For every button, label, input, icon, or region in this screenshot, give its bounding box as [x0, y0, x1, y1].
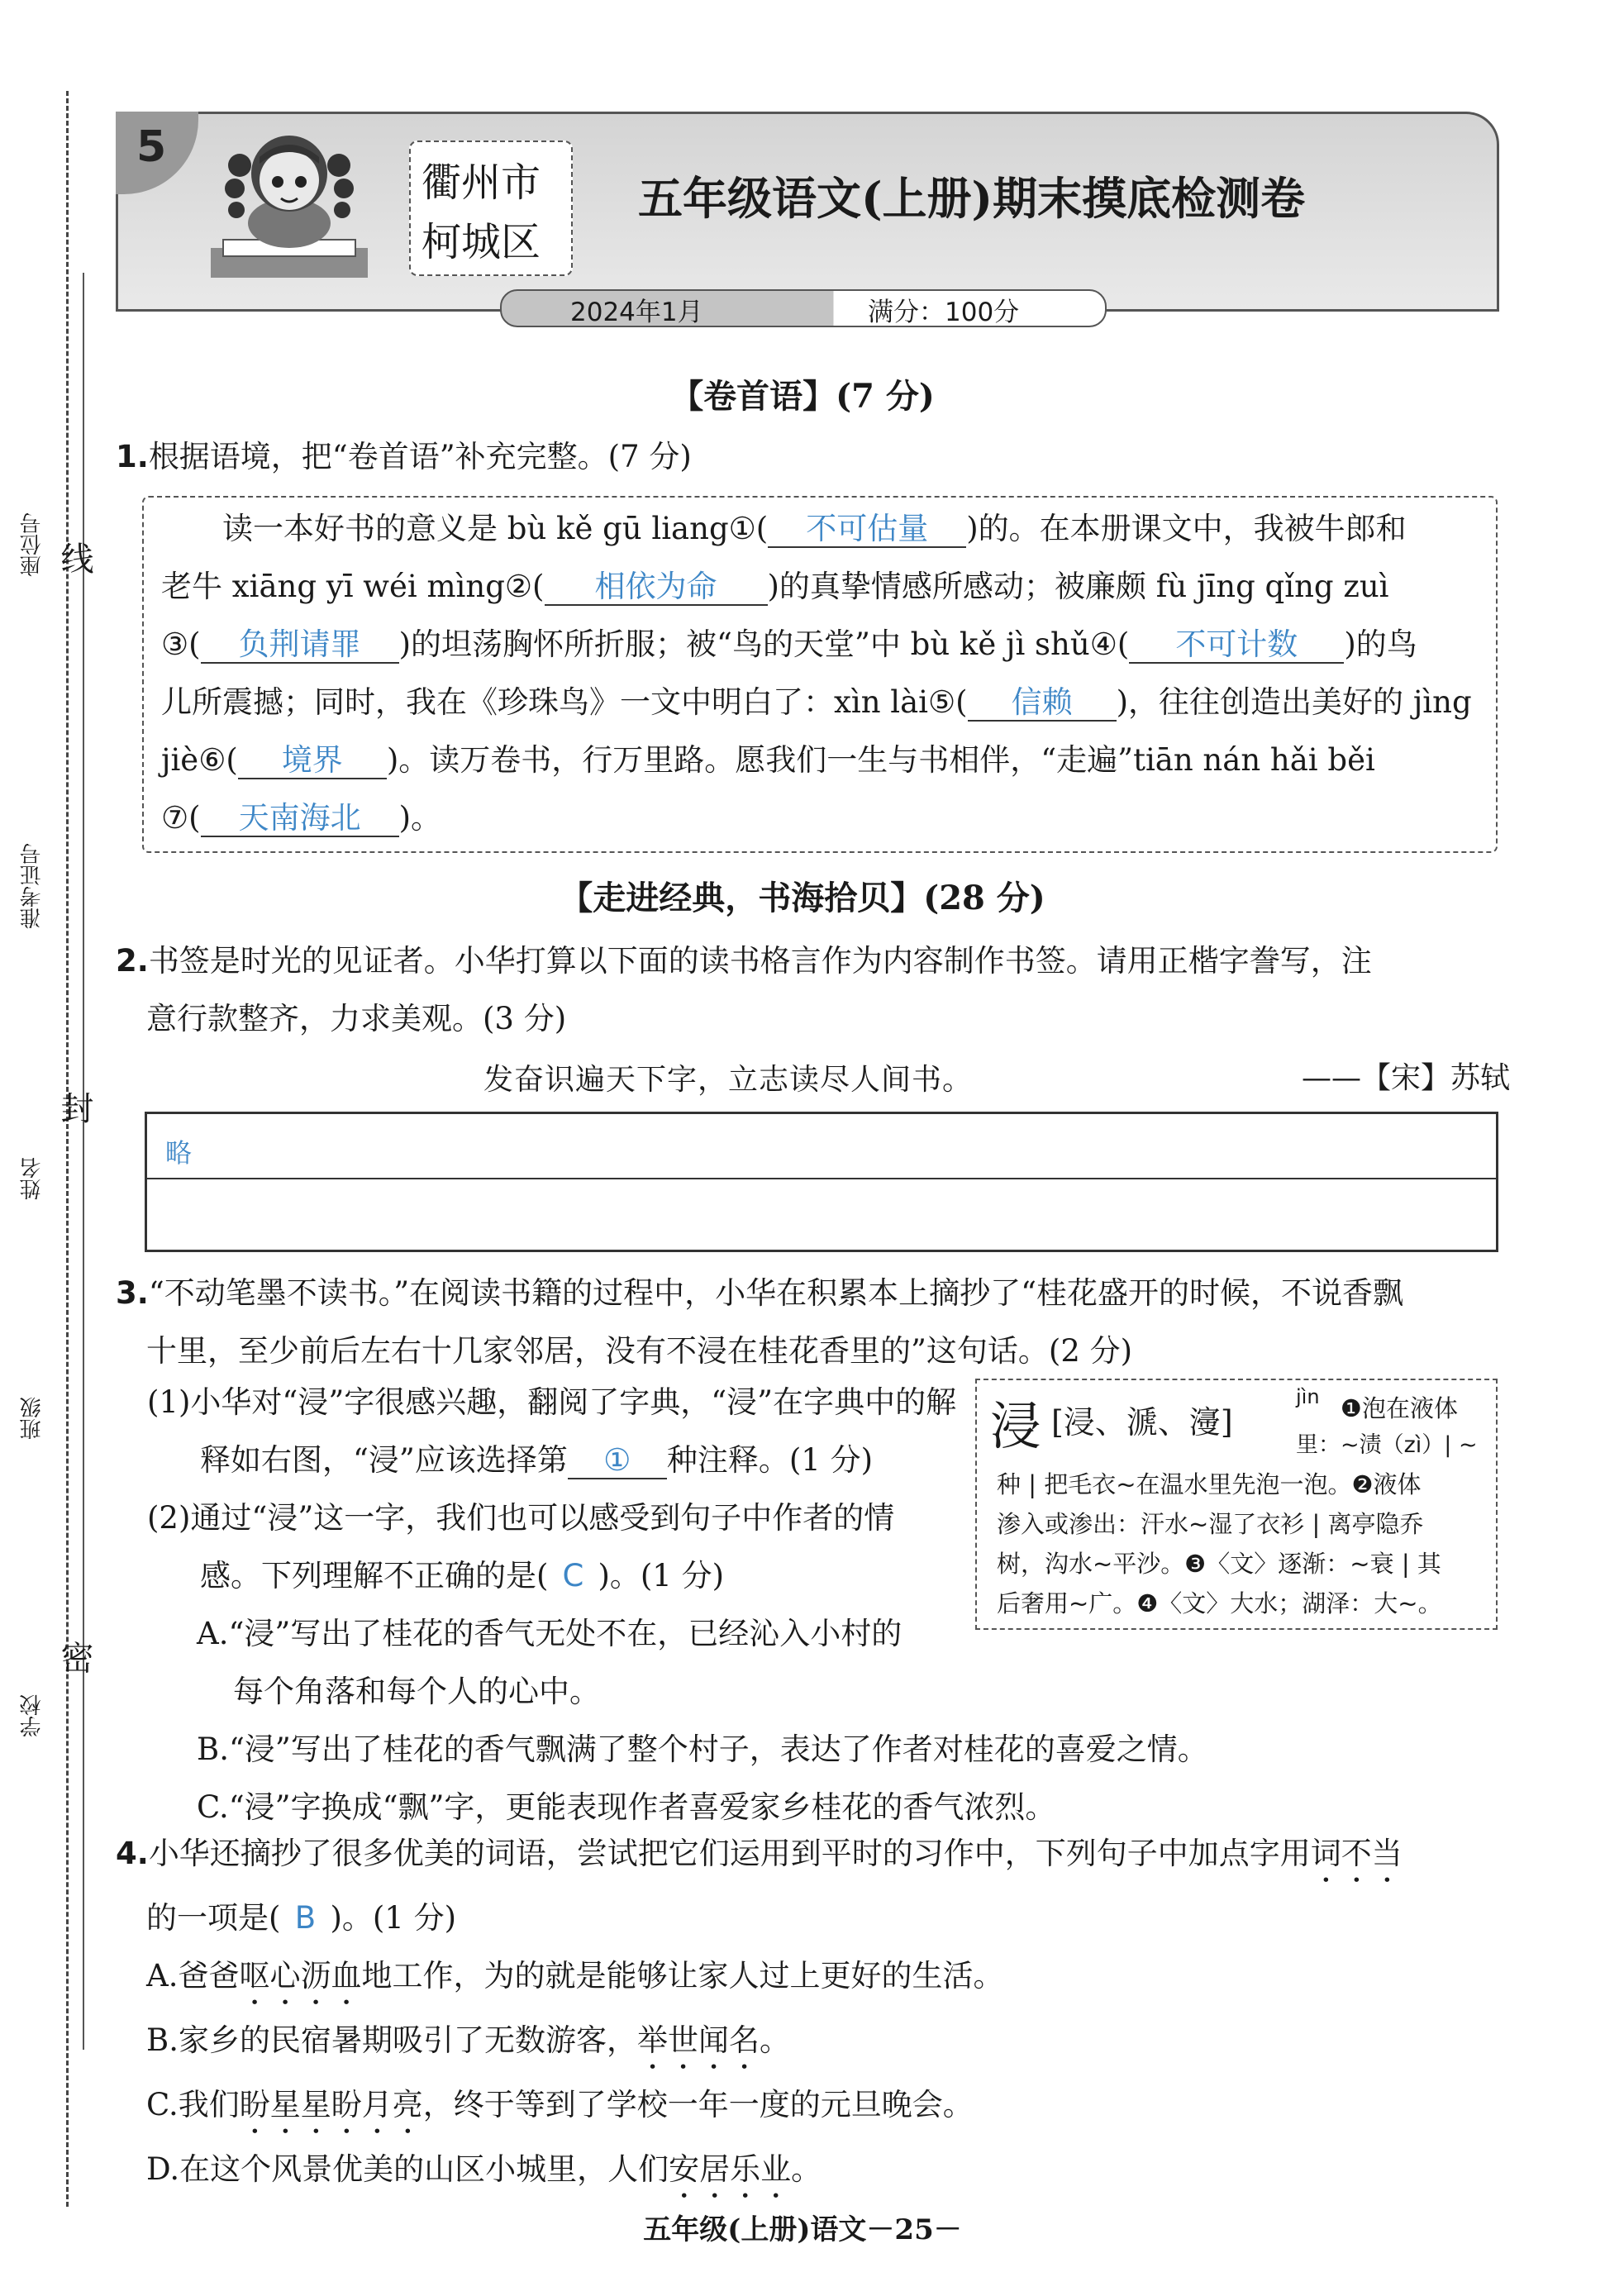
q3-p1-answer[interactable]: ① — [568, 1444, 667, 1479]
q1-answer-7[interactable]: 天南海北 — [201, 802, 399, 837]
margin-class-label: 班级 — [20, 1397, 45, 1440]
q2-line1: 书签是时光的见证者。小华打算以下面的读书格言作为内容制作书签。请用正楷字誊写，注 — [148, 943, 1372, 979]
page-footer: 五年级(上册)语文－25－ — [643, 2213, 962, 2246]
q2-text — [116, 932, 1504, 1048]
q1-stem — [116, 428, 692, 486]
q2-author: ——【宋】苏轼 — [1302, 1061, 1511, 1095]
q1-answer-5[interactable]: 信赖 — [968, 686, 1117, 722]
q2-writing-box — [145, 1112, 1498, 1252]
q2-number: 2. — [116, 943, 149, 979]
q4-text: 4.小华还摘抄了很多优美的词语，尝试把它们运用到平时的习作中，下列句子中加点字用词不当 的一项是( B )。(1 分) A.爸爸呕心沥血地工作，为的就是能够让家人过上更好的生活。 B.家乡的民宿暑期吸引了无数游客，举世闻名。 C.我们盼星星盼月亮，终于等到了学校一年一度的元旦晚会。 D.在这个风景优美的山区小城里，人们安居乐业。 — [116, 1825, 1403, 2205]
margin-exam-no-label: 准考证号 — [20, 843, 45, 929]
q2-quote: 发奋识遍天下字，立志读尽人间书。 — [483, 1063, 974, 1097]
q1-answer-6[interactable]: 境界 — [238, 744, 387, 779]
q1-line6: ⑦( 天南海北 )。 — [161, 800, 442, 836]
girl-reading-illustration — [207, 124, 372, 281]
margin-cut-line-label: 线 — [55, 541, 93, 574]
q3-number: 3. — [116, 1275, 149, 1311]
dict-line2: 里：~渍（zì）| ~ — [1296, 1432, 1478, 1458]
q3-subparts: (1)小华对“浸”字很感兴趣，翻阅了字典，“浸”在字典中的解 释如右图，“浸”应该选择第 ① 种注释。(1 分) (2)通过“浸”这一字，我们也可以感受到句子中作者的情 感。下列理解不正确的是( C )。(1 分) A.“浸”写出了桂花的香气无处不在，已经沁入小村的 每个角落和每个人的心中。 B.“浸”写出了桂花的香气飘满了整个村子，表达了作者对桂花的喜爱之情。 C.“浸”字换成“飘”字，更能表现作者喜爱家乡桂花的香气浓烈。 — [147, 1374, 1208, 1836]
q2-writing-box-divider — [145, 1178, 1496, 1179]
badge-number: 5 — [136, 122, 167, 172]
dict-line4: 渗入或渗出：汗水~湿了衣衫 | 离亭隐乔 — [997, 1510, 1424, 1538]
q3-p2-line1: (2)通过“浸”这一字，我们也可以感受到句子中作者的情 — [147, 1500, 895, 1536]
section1-title: 【卷首语】(7 分) — [670, 377, 935, 416]
dict-char: 浸 — [990, 1396, 1042, 1456]
margin-solid-line — [83, 273, 84, 2050]
q1-answer-4[interactable]: 不可计数 — [1129, 628, 1344, 664]
q2-answer[interactable]: 略 — [165, 1137, 193, 1169]
q3-p2-answer[interactable]: C — [562, 1558, 584, 1593]
q4-option-a: A.爸爸呕心沥血地工作，为的就是能够让家人过上更好的生活。 — [146, 1958, 1004, 1994]
q4-option-b: B.家乡的民宿暑期吸引了无数游客，举世闻名。 — [146, 2022, 790, 2058]
q1-passage — [161, 500, 1484, 847]
q4-number: 4. — [116, 1836, 149, 1871]
q4-answer[interactable]: B — [294, 1900, 317, 1936]
page-title: 五年级语文(上册)期末摸底检测卷 — [638, 172, 1306, 225]
dict-pinyin: jìn — [1296, 1385, 1320, 1408]
dict-line5: 树，沟水~平沙。❸〈文〉逐渐：~衰 | 其 — [997, 1550, 1441, 1578]
dict-line3: 种 | 把毛衣~在温水里先泡一泡。❷液体 — [997, 1470, 1422, 1498]
dict-line6: 后奢用~广。❹〈文〉大水；湖泽：大~。 — [997, 1589, 1442, 1617]
margin-seal-label: 封 — [55, 1091, 93, 1124]
q1-stem-text: 根据语境，把“卷首语”补充完整。(7 分) — [148, 439, 692, 474]
q3-option-a-line2: 每个角落和每个人的心中。 — [233, 1674, 600, 1709]
q1-answer-1[interactable]: 不可估量 — [768, 512, 966, 548]
margin-seat-label: 座位号 — [20, 512, 45, 577]
q1-answer-3[interactable]: 负荆请罪 — [201, 628, 399, 664]
margin-secret-label: 密 — [55, 1641, 93, 1674]
q1-number: 1. — [116, 439, 149, 474]
q1-line4: 儿所震撼；同时，我在《珍珠鸟》一文中明白了：xìn lài⑤( 信赖 )，往往创造出美好的 jìng — [161, 684, 1472, 720]
dict-line1: ❶泡在液体 — [1341, 1394, 1458, 1422]
q3-option-c: C.“浸”字换成“飘”字，更能表现作者喜爱家乡桂花的香气浓烈。 — [197, 1789, 1056, 1825]
margin-school-label: 学校 — [20, 1694, 45, 1737]
q1-answer-2[interactable]: 相依为命 — [545, 570, 768, 606]
q3-line1: “不动笔墨不读书。”在阅读书籍的过程中，小华在积累本上摘抄了“桂花盛开的时候，不说香飘 — [148, 1275, 1404, 1311]
q3-p1-line1: (1)小华对“浸”字很感兴趣，翻阅了字典，“浸”在字典中的解 — [147, 1384, 957, 1420]
q4-option-c: C.我们盼星星盼月亮，终于等到了学校一年一度的元旦晚会。 — [146, 2087, 974, 2122]
region-line2: 柯城区 — [421, 219, 541, 265]
q3-option-b: B.“浸”写出了桂花的香气飘满了整个村子，表达了作者对桂花的喜爱之情。 — [197, 1732, 1208, 1767]
section2-title: 【走进经典，书海拾贝】(28 分) — [560, 879, 1045, 917]
q1-line3: ③( 负荆请罪 )的坦荡胸怀所折服；被“鸟的天堂”中 bù kě jì shǔ④( 不可计数 )的鸟 — [161, 626, 1417, 662]
q2-line2: 意行款整齐，力求美观。(3 分) — [146, 1001, 567, 1036]
q4-option-d: D.在这个风景优美的山区小城里，人们安居乐业。 — [146, 2151, 822, 2187]
full-score: 满分：100分 — [868, 298, 1020, 327]
q1-line1: 读一本好书的意义是 bù kě gū liang①( 不可估量 )的。在本册课文中，我被牛郎和 — [222, 511, 1407, 546]
q1-line2: 老牛 xiāng yī wéi mìng②( 相依为命 )的真挚情感所感动；被廉颇 fù jīng qǐng zuì — [161, 569, 1389, 604]
q1-line5: jiè⑥( 境界 )。读万卷书，行万里路。愿我们一生与书相伴，“走遍”tiān nán hǎi běi — [161, 742, 1375, 778]
q4-emphasis-words: 词不当 — [1310, 1836, 1403, 1871]
q3-option-a-line1: A.“浸”写出了桂花的香气无处不在，已经沁入小村的 — [197, 1616, 903, 1651]
dictionary-entry-box — [975, 1379, 1498, 1630]
dict-variants: [浸、㴲、濅] — [1051, 1404, 1233, 1441]
margin-name-label: 姓名 — [20, 1157, 45, 1200]
q3-line2: 十里，至少前后左右十几家邻居，没有不浸在桂花香里的”这句话。(2 分) — [146, 1333, 1133, 1369]
q3-text — [116, 1265, 1504, 1380]
exam-date: 2024年1月 — [570, 298, 703, 327]
region-line1: 衢州市 — [421, 160, 541, 206]
